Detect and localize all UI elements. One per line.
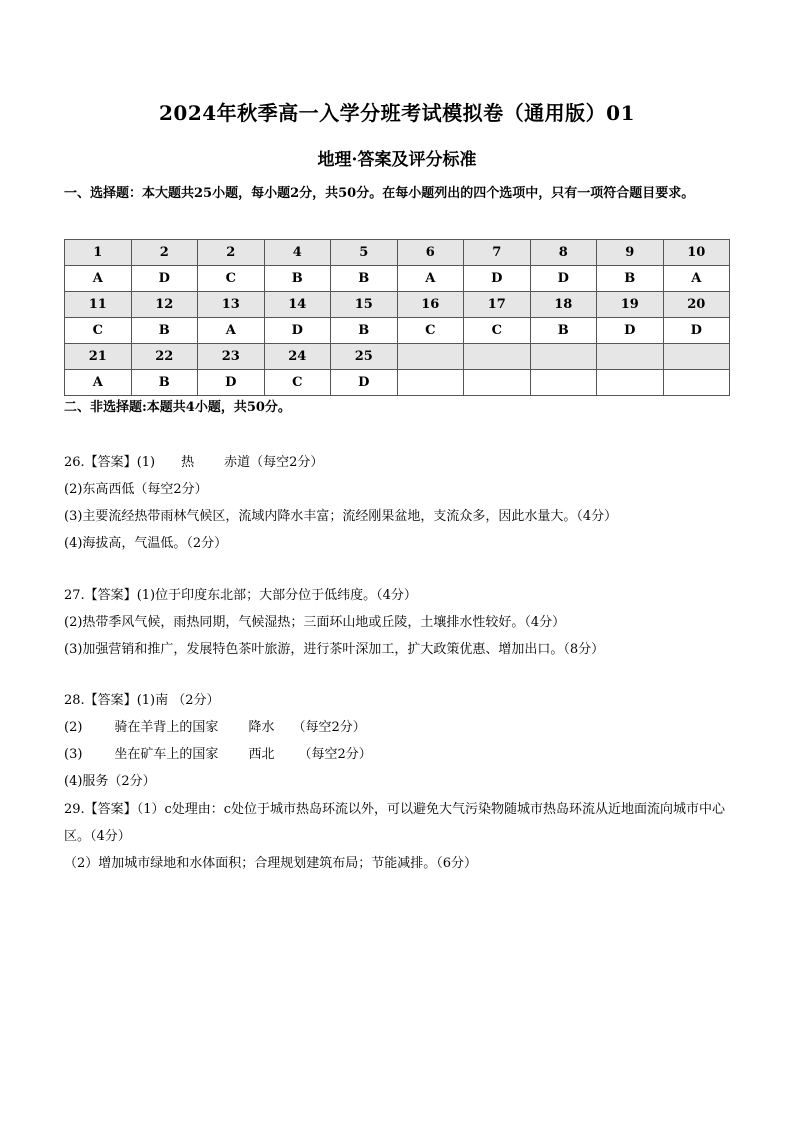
q29-label: 29.【答案】 (64, 802, 137, 817)
q27-line3: (3)加强营销和推广，发展特色茶叶旅游，进行茶叶深加工，扩大政策优惠、增加出口。（8分） (64, 642, 605, 657)
q29-line2: （2）增加城市绿地和水体面积；合理规划建筑布局；节能减排。（6分） (64, 856, 478, 871)
answer-cell: D (530, 266, 597, 292)
answer-cell: D (331, 370, 398, 396)
page-title: 2024年秋季高一入学分班考试模拟卷（通用版）01 (159, 101, 635, 125)
q28-line3 (64, 743, 372, 762)
answer-cell: C (198, 266, 265, 292)
question-number-cell: 24 (264, 344, 331, 370)
q28-l2-part-b: 骑在羊背上的国家 (114, 720, 219, 735)
question-number-cell: 11 (65, 292, 132, 318)
answer-cell: A (65, 266, 132, 292)
answer-cell: B (131, 370, 198, 396)
answer-cell: A (65, 370, 132, 396)
q27-line1 (64, 584, 417, 603)
page-subtitle: 地理·答案及评分标准 (317, 150, 477, 170)
answer-row (65, 318, 730, 344)
question-number-cell: 18 (530, 292, 597, 318)
question-number-cell: 10 (663, 240, 730, 266)
question-number-cell: 23 (198, 344, 265, 370)
q27-line2: (2)热带季风气候，雨热同期，气候湿热；三面环山地或丘陵，土壤排水性较好。（4分） (64, 615, 566, 630)
answer-row (65, 266, 730, 292)
answer-cell: D (663, 318, 730, 344)
answer-cell (597, 370, 664, 396)
question-number-cell: 9 (597, 240, 664, 266)
question-number-cell: 14 (264, 292, 331, 318)
q26-l1-part-c: 赤道（每空2分） (224, 455, 324, 470)
answer-cell: B (264, 266, 331, 292)
question-number-cell: 19 (597, 292, 664, 318)
answer-cell: B (597, 266, 664, 292)
q29-block (64, 796, 734, 877)
q29-l1: （1）c处理由：c处位于城市热岛环流以外，可以避免大气污染物随城市热岛环流从近地面流向城市中心区。（4分） (64, 802, 726, 844)
question-number-cell: 6 (397, 240, 464, 266)
answer-cell: D (264, 318, 331, 344)
question-number-cell: 8 (530, 240, 597, 266)
question-number-cell: 13 (198, 292, 265, 318)
q26-line3: (3)主要流经热带雨林气候区，流域内降水丰富；流经刚果盆地，支流众多，因此水量大。（4分） (64, 509, 618, 524)
question-number-cell (663, 344, 730, 370)
answer-cell (397, 370, 464, 396)
q26-line1 (64, 451, 323, 470)
question-number-row (65, 240, 730, 266)
q28-line4: (4)服务（2分） (64, 774, 156, 789)
question-number-row (65, 344, 730, 370)
answer-cell: A (663, 266, 730, 292)
answer-cell: B (530, 318, 597, 344)
q28-label: 28.【答案】 (64, 693, 137, 708)
question-number-cell: 7 (464, 240, 531, 266)
question-number-cell (597, 344, 664, 370)
answer-cell: C (264, 370, 331, 396)
q28-l3-part-a: (3) (64, 747, 83, 762)
question-number-cell: 2 (131, 240, 198, 266)
q26-l1-part-a: (1) (136, 455, 156, 470)
answer-cell: A (198, 318, 265, 344)
answer-cell: B (331, 266, 398, 292)
q27-l1: (1)位于印度东北部；大部分位于低纬度。（4分） (136, 588, 417, 603)
answer-cell (530, 370, 597, 396)
q29-line1 (64, 796, 734, 850)
question-number-cell: 17 (464, 292, 531, 318)
q27-label: 27.【答案】 (64, 588, 137, 603)
q28-line1 (64, 689, 220, 708)
answer-cell: D (131, 266, 198, 292)
question-number-cell: 4 (264, 240, 331, 266)
question-number-cell: 25 (331, 344, 398, 370)
question-number-cell: 16 (397, 292, 464, 318)
question-number-cell: 1 (65, 240, 132, 266)
question-number-cell: 20 (663, 292, 730, 318)
answer-table (64, 239, 730, 396)
question-number-cell: 22 (131, 344, 198, 370)
q28-l3-part-c: 西北 (248, 747, 275, 762)
answer-cell: D (198, 370, 265, 396)
question-number-cell (397, 344, 464, 370)
answer-cell (464, 370, 531, 396)
q26-line2: (2)东高西低（每空2分） (64, 482, 208, 497)
q28-l2-part-c: 降水 (248, 720, 275, 735)
q28-l3-part-d: （每空2分） (298, 747, 372, 762)
section1-heading: 一、选择题：本大题共25小题，每小题2分，共50分。在每小题列出的四个选项中，只有一项符合题目要求。 (64, 186, 695, 201)
q28-line2 (64, 716, 366, 735)
q28-l2-part-a: (2) (64, 720, 83, 735)
section2-heading: 二、非选择题:本题共4小题，共50分。 (64, 400, 291, 415)
q26-line4: (4)海拔高，气温低。（2分） (64, 536, 228, 551)
answer-row (65, 370, 730, 396)
question-number-cell (530, 344, 597, 370)
question-number-cell: 5 (331, 240, 398, 266)
answer-cell: B (331, 318, 398, 344)
question-number-row (65, 292, 730, 318)
question-number-cell: 2 (198, 240, 265, 266)
question-number-cell: 21 (65, 344, 132, 370)
answer-cell: C (65, 318, 132, 344)
answer-cell: D (597, 318, 664, 344)
question-number-cell (464, 344, 531, 370)
q28-l1: (1)南 （2分） (136, 693, 220, 708)
answer-cell: C (464, 318, 531, 344)
answer-cell: C (397, 318, 464, 344)
question-number-cell: 15 (331, 292, 398, 318)
answer-cell (663, 370, 730, 396)
answer-cell: B (131, 318, 198, 344)
q28-l3-part-b: 坐在矿车上的国家 (114, 747, 219, 762)
q26-label: 26.【答案】 (64, 455, 137, 470)
q28-l2-part-d: （每空2分） (292, 720, 366, 735)
answer-cell: D (464, 266, 531, 292)
question-number-cell: 12 (131, 292, 198, 318)
q26-l1-part-b: 热 (181, 455, 195, 470)
answer-cell: A (397, 266, 464, 292)
